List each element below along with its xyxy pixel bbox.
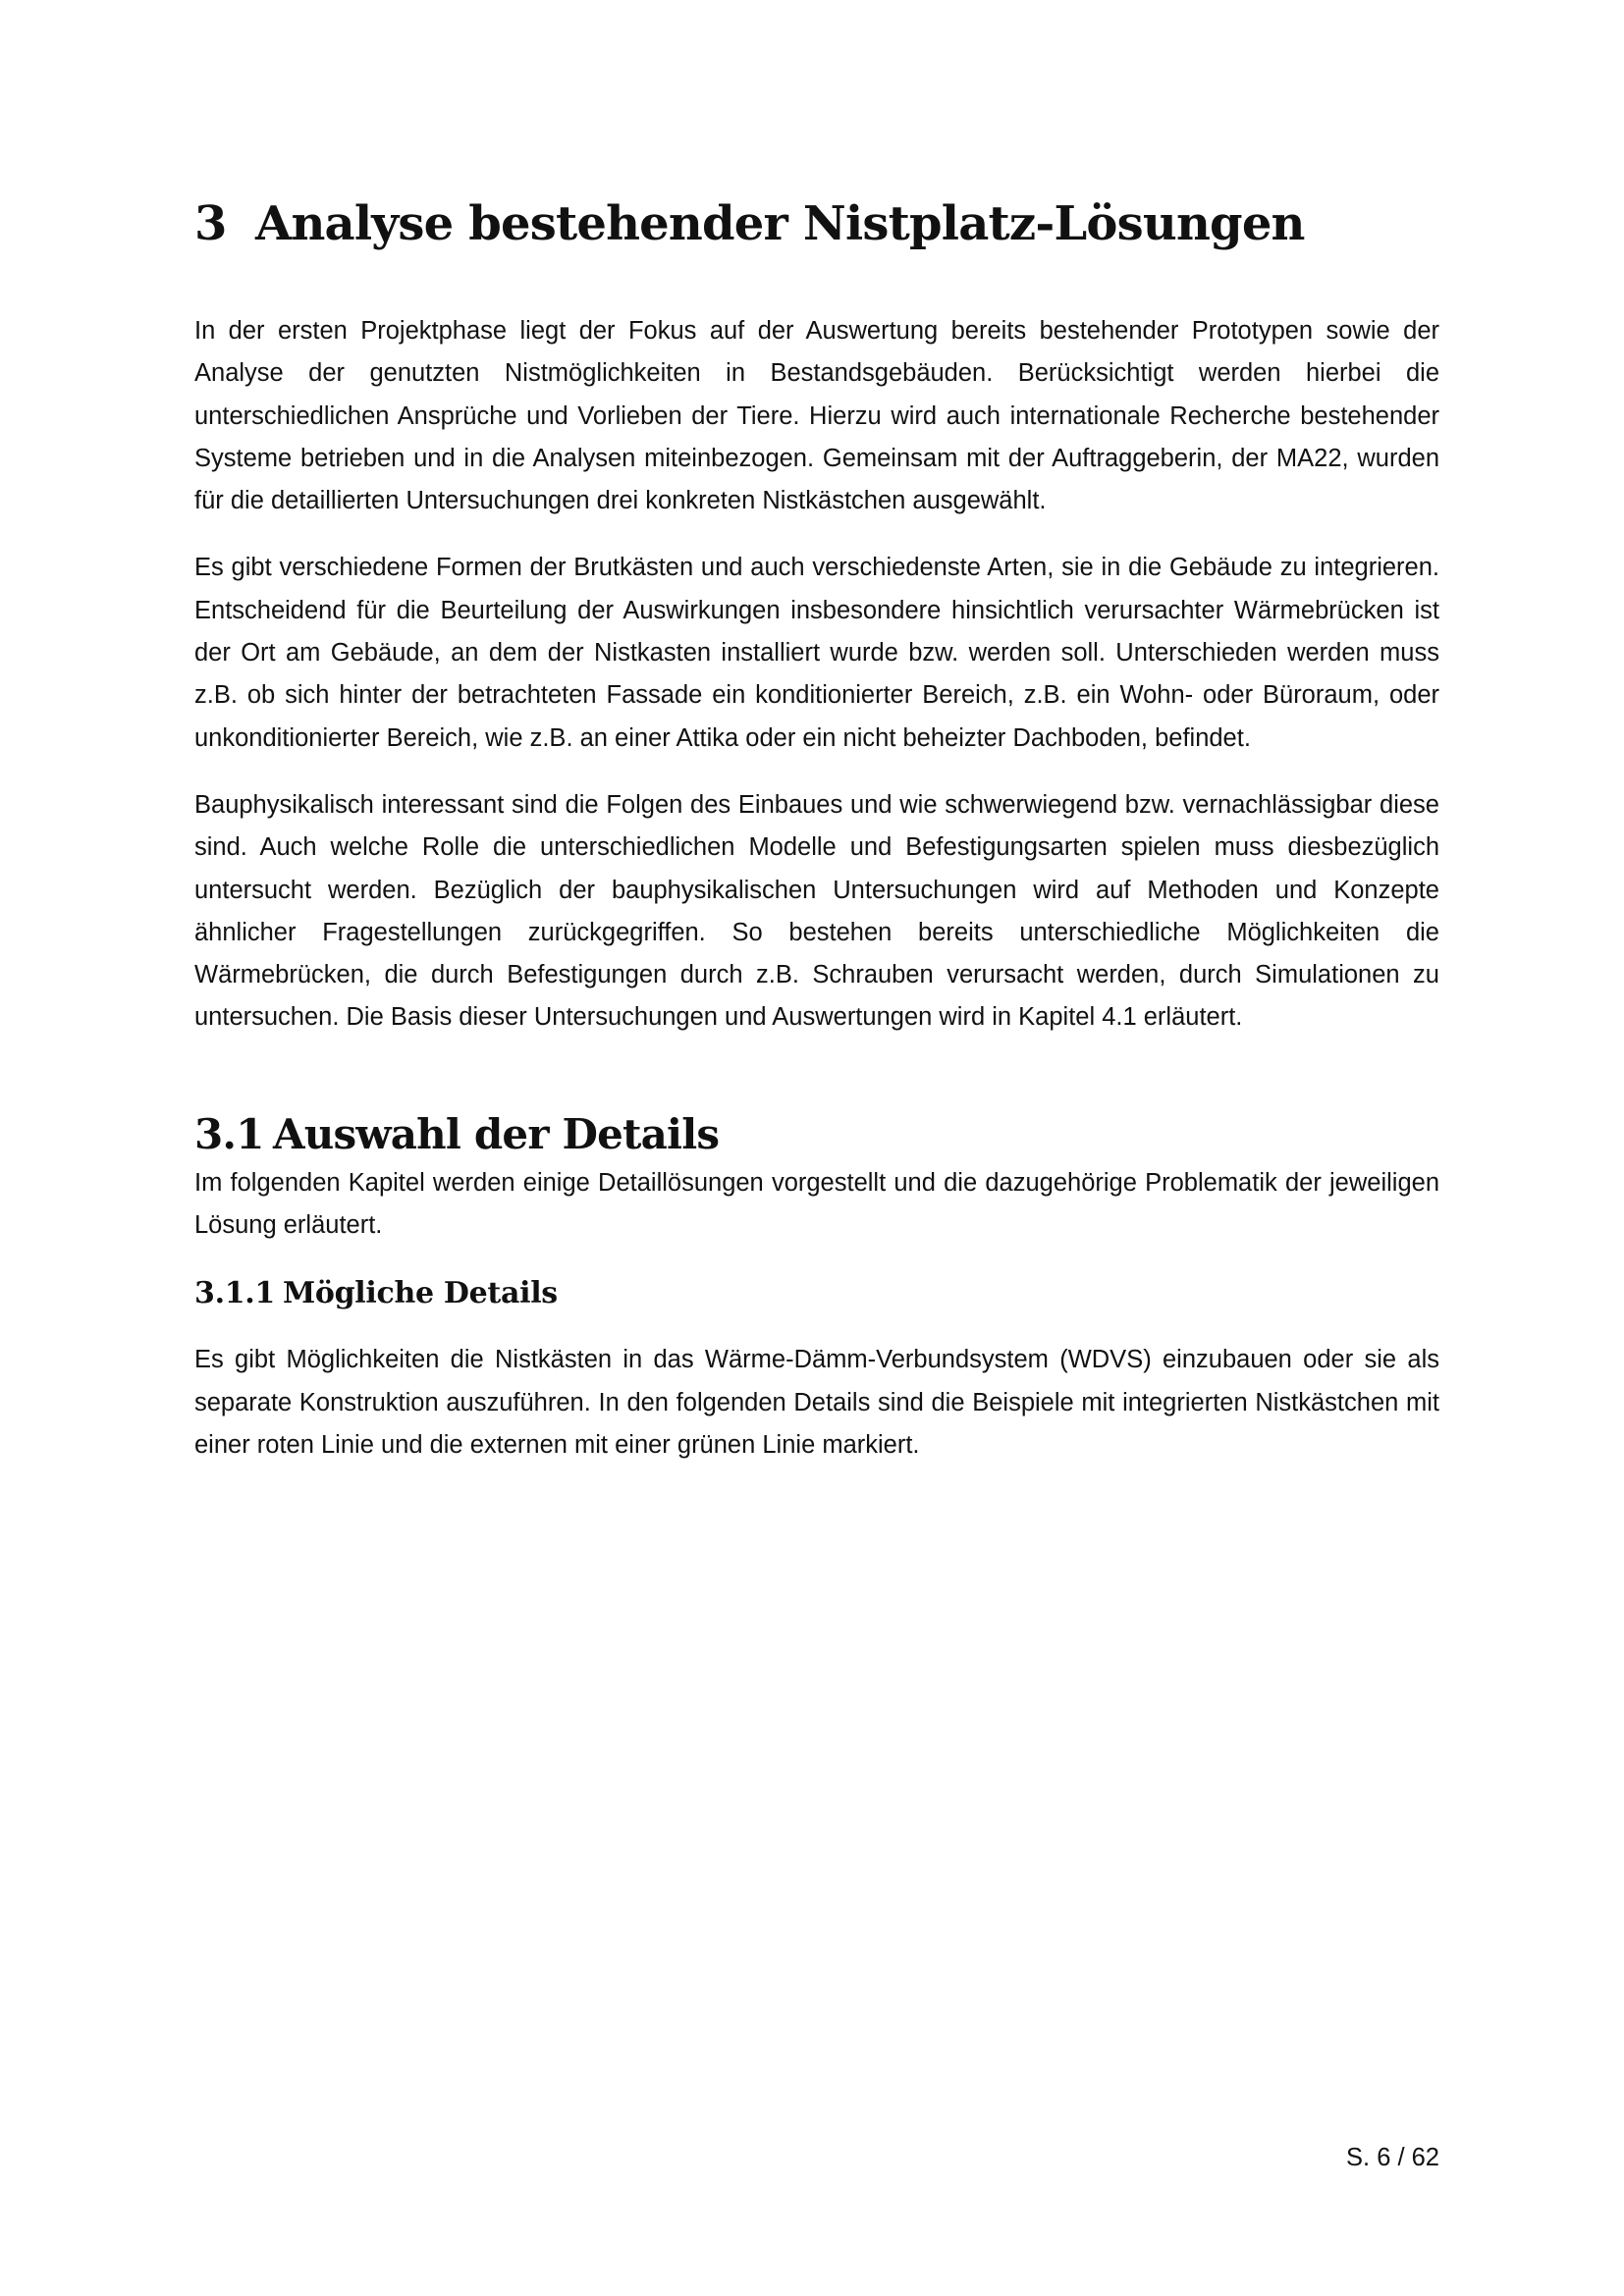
page-content xyxy=(194,192,1439,1467)
body-paragraph: Bauphysikalisch interessant sind die Folgen des Einbaues und wie schwerwiegend bzw. vernachlässigbar diese sind. Auch welche Rolle die unterschiedlichen Modelle und Befestigungsarten spielen muss diesbezüglich untersucht werden. Bezüglich der bauphysikalischen Untersuchungen wird auf Methoden und Konzepte ähnlicher Fragestellungen zurückgegriffen. So bestehen bereits unterschiedliche Möglichkeiten die Wärmebrücken, die durch Befestigungen durch z.B. Schrauben verursacht werden, durch Simulationen zu untersuchen. Die Basis dieser Untersuchungen und Auswertungen wird in Kapitel 4.1 erläutert. xyxy=(194,790,1439,1032)
page-number: S. 6 / 62 xyxy=(1346,2144,1439,2171)
chapter-title: Analyse bestehender Nistplatz-Lösungen xyxy=(255,196,1305,251)
subsection-paragraph: Es gibt Möglichkeiten die Nistkästen in das Wärme-Dämm-Verbundsystem (WDVS) einzubauen oder sie als separate Konstruktion auszuführen. In den folgenden Details sind die Beispiele mit integrierten Nistkästchen mit einer roten Linie und die externen mit einer grünen Linie markiert. xyxy=(194,1346,1439,1459)
section-paragraph: Im folgenden Kapitel werden einige Detaillösungen vorgestellt und die dazugehörige Problematik der jeweiligen Lösung erläutert. xyxy=(194,1168,1439,1240)
subsection-title: Mögliche Details xyxy=(283,1276,558,1311)
subsection-heading xyxy=(194,1274,1439,1313)
body-paragraph: Es gibt verschiedene Formen der Brutkästen und auch verschiedenste Arten, sie in die Gebäude zu integrieren. Entscheidend für die Beurteilung der Auswirkungen insbesondere hinsichtlich verursachter Wärmebrücken ist der Ort am Gebäude, an dem der Nistkasten installiert wurde bzw. werden soll. Unterschieden werden muss z.B. ob sich hinter der betrachteten Fassade ein konditionierter Bereich, z.B. ein Wohn- oder Büroraum, oder unkonditionierter Bereich, wie z.B. an einer Attika oder ein nicht beheizter Dachboden, befindet. xyxy=(194,554,1439,752)
chapter-heading xyxy=(194,192,1439,255)
subsection-number: 3.1.1 xyxy=(194,1276,276,1311)
section-heading xyxy=(194,1107,1439,1162)
chapter-number: 3 xyxy=(194,196,227,251)
section-number: 3.1 xyxy=(194,1109,264,1158)
section-title: Auswahl der Details xyxy=(273,1109,720,1158)
body-paragraph: In der ersten Projektphase liegt der Fokus auf der Auswertung bereits bestehender Prototypen sowie der Analyse der genutzten Nistmöglichkeiten in Bestandsgebäuden. Berücksichtigt werden hierbei die unterschiedlichen Ansprüche und Vorlieben der Tiere. Hierzu wird auch internationale Recherche bestehender Systeme betrieben und in die Analysen miteinbezogen. Gemeinsam mit der Auftraggeberin, der MA22, wurden für die detaillierten Untersuchungen drei konkreten Nistkästchen ausgewählt. xyxy=(194,317,1439,515)
